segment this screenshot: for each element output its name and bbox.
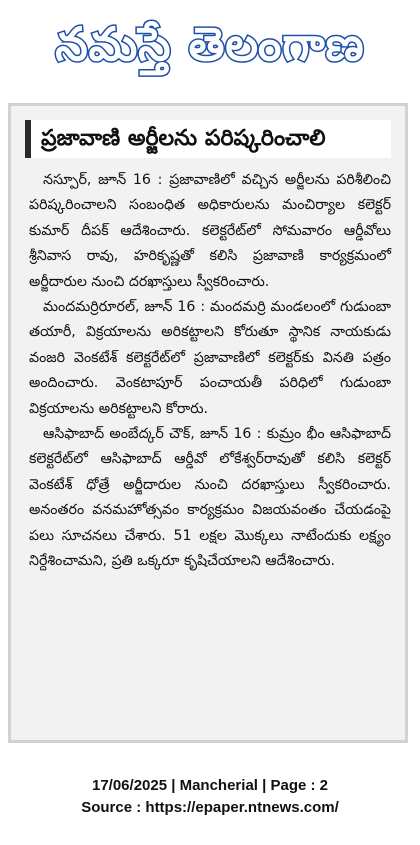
news-article-clipping — [8, 103, 408, 743]
edition-info: 17/06/2025 | Mancherial | Page : 2 — [91, 777, 329, 794]
article-paragraph-3: ఆసిఫాబాద్ అంబేద్కర్ చౌక్, జూన్ 16 : కుమ్రం భీం ఆసిఫాబాద్ కలెక్టరేట్‌లో ఆసిఫాబాద్ ఆర్డీవో లోకేశ్వర్‌రావుతో కలిసి కలెక్టర్ వెంకటేశ్ ధోత్రే అర్జీదారుల నుంచి దరఖాస్తులు స్వీకరించారు. అనంతరం వనమహోత్సవం కార్యక్రమం విజయవంతం చేయడంపై పలు సూచనలు చేశారు. 51 లక్షల మొక్కలు నాటేందుకు లక్ష్యం నిర్దేశించామని, ప్రతి ఒక్కరూ కృషిచేయాలని ఆదేశించారు. — [29, 426, 391, 570]
clipping-footer — [0, 775, 420, 819]
masthead-title: నమస్తే తెలంగాణ — [55, 17, 365, 71]
article-paragraph-1: నస్పూర్, జూన్ 16 : ప్రజావాణిలో వచ్చిన అర్జీలను పరిశీలించి పరిష్కరించాలని సంబంధిత అధికారులను మంచిర్యాల కలెక్టర్ కుమార్ దీపక్ ఆదేశించారు. కలెక్టరేట్‌లో సోమవారం ఆర్డీవోలు శ్రీనివాస రావు, హరికృష్ణతో కలిసి ప్రజావాణి కార్యక్రమంలో అర్జీదారుల నుంచి దరఖాస్తులు స్వీకరించారు. — [29, 172, 391, 290]
article-body — [29, 168, 391, 575]
article-paragraph-2: మందమర్రిరూరల్, జూన్ 16 : మందమర్రి మండలంలో గుడుంబా తయారీ, విక్రయాలను అరికట్టాలని కోరుతూ స్థానిక నాయకుడు వంజరి వెంకటేశ్ కలెక్టరేట్‌లో ప్రజావాణిలో కలెక్టర్‌కు వినతి పత్రం అందించారు. వెంకటాపూర్ పంచాయతీ పరిధిలో గుడుంబా విక్రయాలను అరికట్టాలని కోరారు. — [29, 299, 391, 417]
source-link[interactable]: Source : https://epaper.ntnews.com/ — [81, 799, 339, 816]
newspaper-masthead — [0, 0, 420, 100]
article-headline: ప్రజావాణి అర్జీలను పరిష్కరించాలి — [25, 120, 391, 158]
